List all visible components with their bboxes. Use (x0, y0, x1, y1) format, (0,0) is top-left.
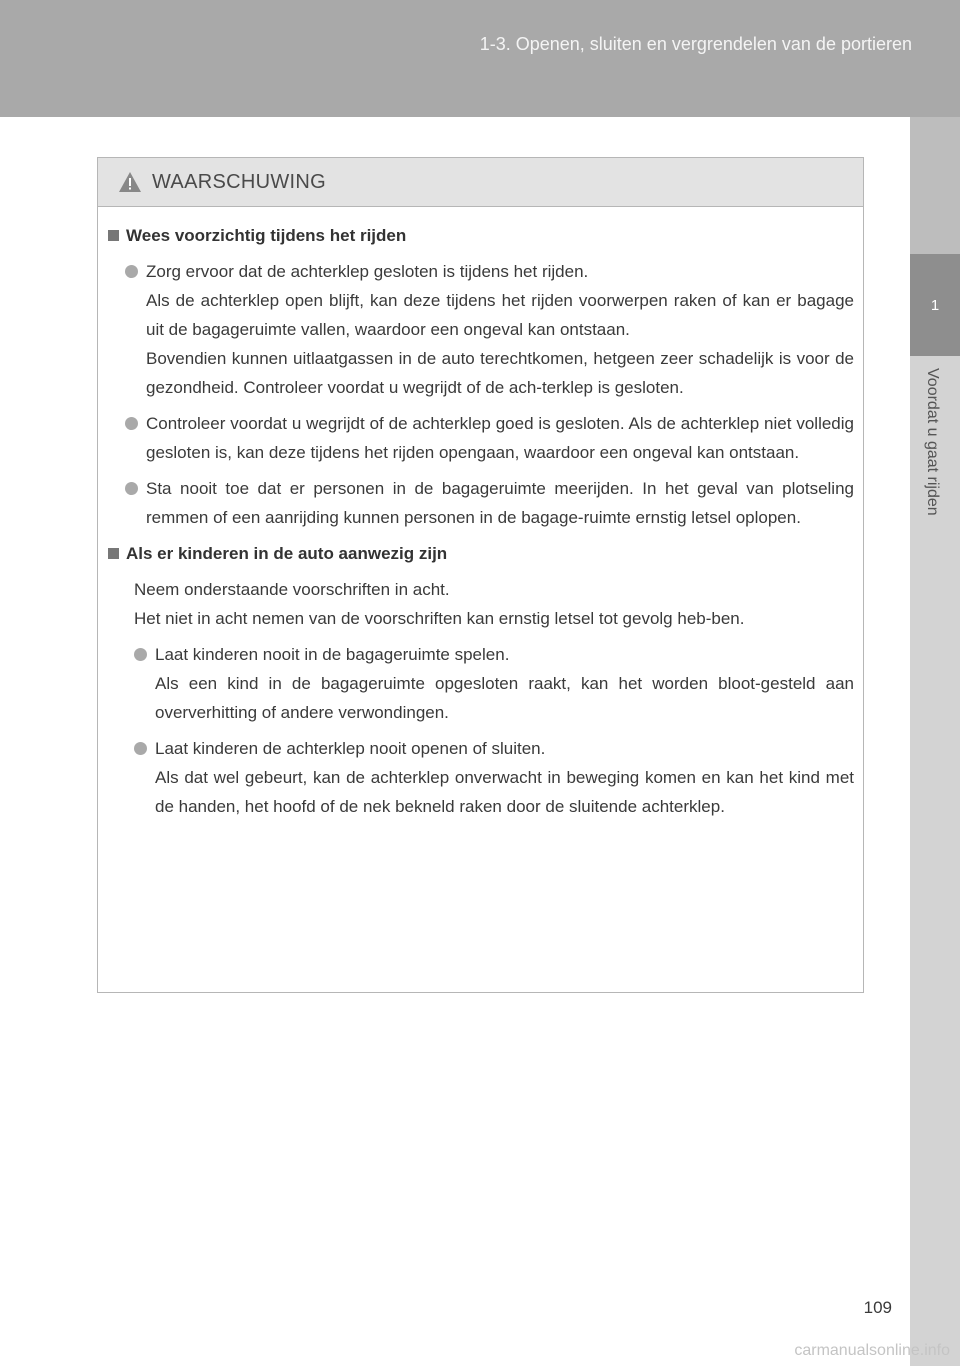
bullet-item (108, 474, 854, 532)
bullet-text: Laat kinderen nooit in de bagageruimte spelen. Als een kind in de bagageruimte opgesloten raakt, kan het worden bloot-gesteld aan oververhitting of andere verwondingen. (155, 645, 854, 722)
bullet-item (108, 640, 854, 727)
chapter-label-tab (910, 356, 960, 1366)
watermark: carmanualsonline.info (794, 1342, 950, 1359)
side-tab-top (910, 117, 960, 254)
header-title: 1-3. Openen, sluiten en vergrendelen van de portieren (479, 34, 912, 54)
circle-bullet-icon (125, 265, 138, 278)
bullet-text: Laat kinderen de achterklep nooit openen of sluiten. Als dat wel gebeurt, kan de achterklep onverwacht in beweging komen en kan het kind met de handen, het hoofd of de nek bekneld raken door de sluitende achterklep. (155, 739, 854, 816)
page-header (0, 0, 960, 117)
circle-bullet-icon (125, 482, 138, 495)
section-title (108, 223, 854, 249)
circle-bullet-icon (125, 417, 138, 430)
bullet-text: Controleer voordat u wegrijdt of de achterklep goed is gesloten. Als de achterklep niet volledig gesloten is, kan deze tijdens het rijden opengaan, waardoor een ongeval kan ontstaan. (146, 414, 854, 462)
chapter-number-tab (910, 254, 960, 356)
section-title (108, 541, 854, 567)
warning-header (98, 158, 863, 207)
warning-box (97, 157, 864, 993)
section-title-text: Als er kinderen in de auto aanwezig zijn (126, 544, 448, 563)
circle-bullet-icon (134, 648, 147, 661)
bullet-item (108, 257, 854, 402)
warning-body (98, 207, 863, 821)
section-title-text: Wees voorzichtig tijdens het rijden (126, 226, 407, 245)
page-number: 109 (863, 1298, 892, 1317)
square-bullet-icon (108, 548, 119, 559)
bullet-item (108, 734, 854, 821)
bullet-text: Zorg ervoor dat de achterklep gesloten is tijdens het rijden. Als de achterklep open blijft, kan deze tijdens het rijden voorwerpen raken of kan er bagage uit de bagageruimte vallen, waardoor een ongeval kan ontstaan. Bovendien kunnen uitlaatgassen in de auto terechtkomen, hetgeen zeer schadelijk is voor de gezondheid. Controleer voordat u wegrijdt of de ach-terklep is gesloten. (146, 262, 854, 397)
warning-title: WAARSCHUWING (152, 170, 326, 193)
chapter-label: Voordat u gaat rijden (924, 368, 941, 516)
chapter-number: 1 (930, 296, 940, 314)
bullet-item (108, 409, 854, 467)
section-intro: Neem onderstaande voorschriften in acht. Het niet in acht nemen van de voorschriften kan ernstig letsel tot gevolg heb-ben. (134, 580, 745, 628)
warning-triangle-icon (118, 171, 142, 193)
square-bullet-icon (108, 230, 119, 241)
circle-bullet-icon (134, 742, 147, 755)
bullet-text: Sta nooit toe dat er personen in de bagageruimte meerijden. In het geval van plotseling remmen of een aanrijding kunnen personen in de bagage-ruimte ernstig letsel oplopen. (146, 479, 854, 527)
